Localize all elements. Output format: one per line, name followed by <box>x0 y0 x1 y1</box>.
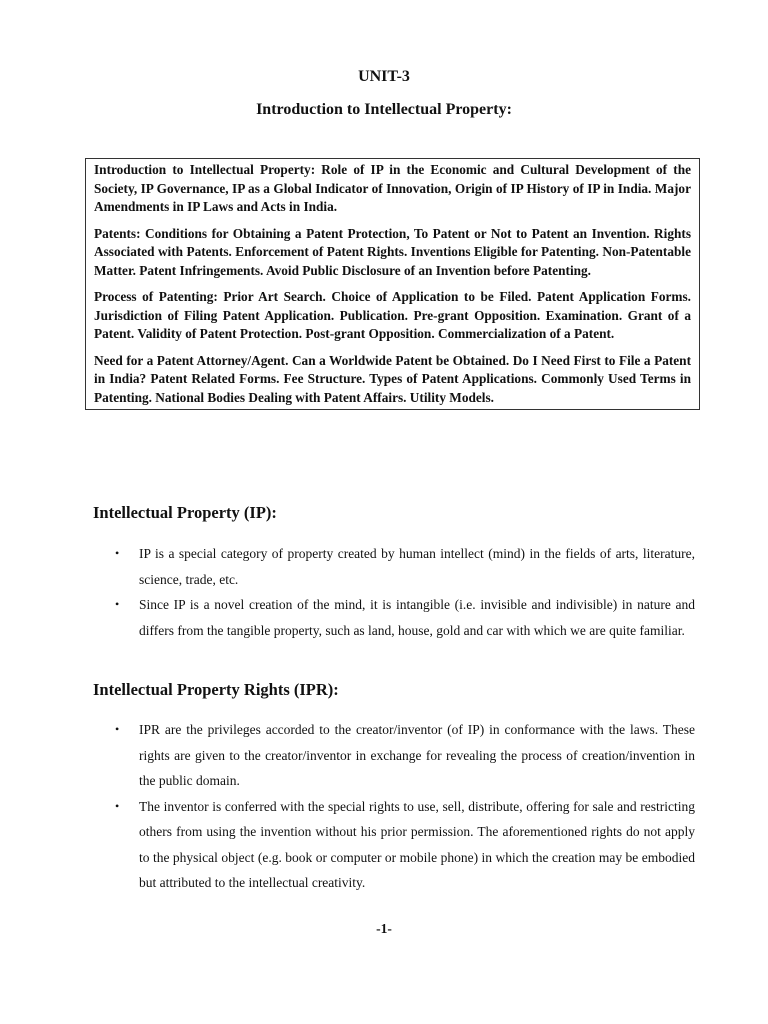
list-item <box>93 794 695 896</box>
list-item-text: The inventor is conferred with the special rights to use, sell, distribute, offering for sale and restricting others from using the invention without his prior permission. The aforementioned rights do not apply to the physical object (e.g. book or computer or mobile phone) in which the creation may be embodied but attributed to the intellectual creativity. <box>139 798 695 890</box>
bullet-icon: • <box>115 798 120 813</box>
syllabus-paragraph-attorney: Need for a Patent Attorney/Agent. Can a Worldwide Patent be Obtained. Do I Need First to File a Patent in India? Patent Related Forms. Fee Structure. Types of Patent Applications. Commonly Used Terms in Patenting. National Bodies Dealing with Patent Affairs. Utility Models. <box>94 352 691 405</box>
page-title: Introduction to Intellectual Property: <box>256 101 512 118</box>
list-item-text: IP is a special category of property created by human intellect (mind) in the fields of arts, literature, science, trade, etc. <box>139 546 695 587</box>
bullet-icon: • <box>115 546 120 560</box>
unit-label: UNIT-3 <box>358 68 410 85</box>
page-number: -1- <box>376 921 392 936</box>
syllabus-paragraph-process: Process of Patenting: Prior Art Search. Choice of Application to be Filed. Patent Application Forms. Jurisdiction of Filing Patent Application. Publication. Pre-grant Opposition. Examination. Grant of a Patent. Validity of Patent Protection. Post-grant Opposition. Commercialization of a Patent. <box>94 289 691 341</box>
syllabus-paragraph-intro: Introduction to Intellectual Property: Role of IP in the Economic and Cultural Development of the Society, IP Governance, IP as a Global Indicator of Innovation, Origin of IP History of IP in India. Major Amendments in IP Laws and Acts in India. <box>94 162 691 214</box>
list-item <box>93 717 695 794</box>
bullet-icon: • <box>115 597 120 611</box>
section-heading-ip: Intellectual Property (IP): <box>93 503 277 522</box>
list-item <box>93 592 695 643</box>
list-item-text: IPR are the privileges accorded to the creator/inventor (of IP) in conformance with the laws. These rights are given to the creator/inventor in exchange for revealing the process of creation/invention in the public domain. <box>139 722 695 788</box>
ipr-bullet-list <box>93 717 695 896</box>
ip-bullet-list <box>93 541 695 643</box>
syllabus-paragraph-patents: Patents: Conditions for Obtaining a Patent Protection, To Patent or Not to Patent an Invention. Rights Associated with Patents. Enforcement of Patent Rights. Inventions Eligible for Patenting. Non-Patentable Matter. Patent Infringements. Avoid Public Disclosure of an Invention before Patenting. <box>94 225 691 278</box>
list-item-text: Since IP is a novel creation of the mind, it is intangible (i.e. invisible and indivisible) in nature and differs from the tangible property, such as land, house, gold and car with which we are quite familiar. <box>139 597 695 638</box>
list-item <box>93 541 695 592</box>
section-heading-ipr: Intellectual Property Rights (IPR): <box>93 680 339 699</box>
bullet-icon: • <box>115 722 120 736</box>
syllabus-box <box>85 158 700 410</box>
